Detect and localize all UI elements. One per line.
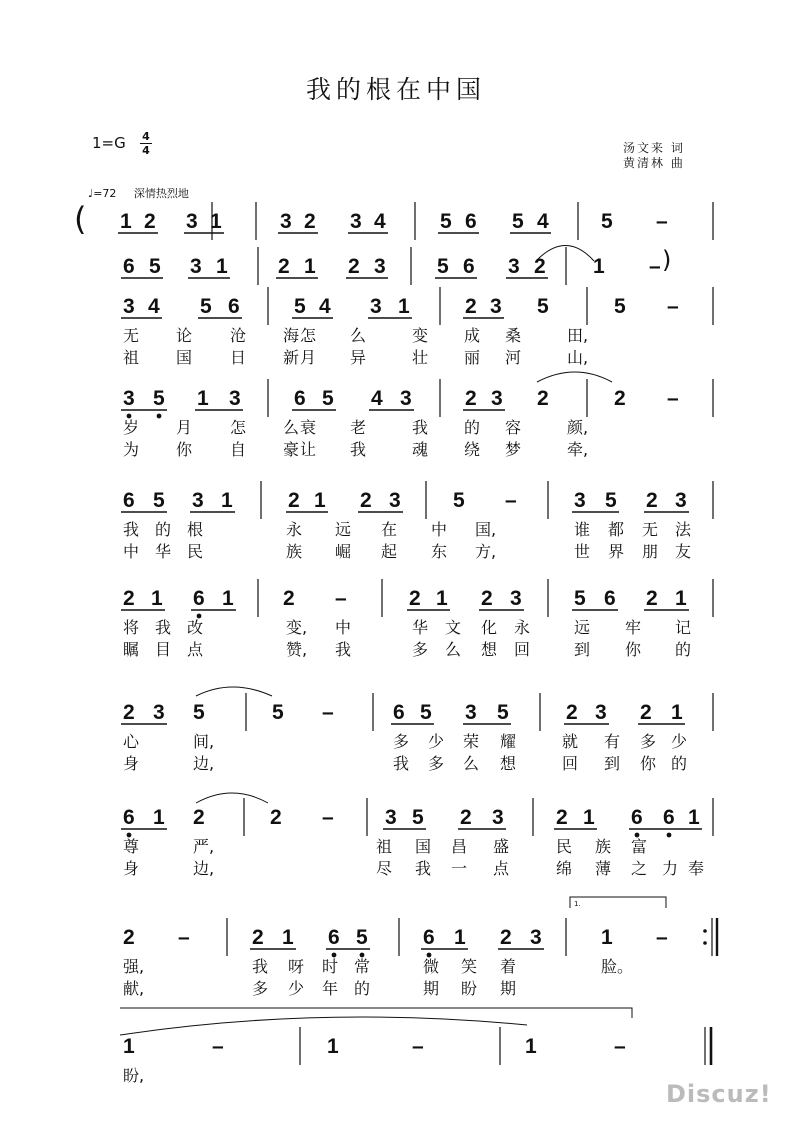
note: –: [322, 701, 334, 724]
lyric-char: 中: [123, 542, 140, 561]
first-ending-bracket: [570, 897, 666, 908]
note: 2: [278, 255, 290, 278]
lyric-char: 国,: [475, 520, 497, 539]
note: 4: [374, 210, 386, 233]
lyric-char: 月: [300, 348, 317, 367]
time-signature-top: 4: [140, 130, 152, 144]
tie-arc: [120, 1017, 527, 1035]
note: 3: [508, 255, 520, 278]
lyric-char: 永: [286, 520, 303, 539]
note: 1: [314, 489, 326, 512]
lyric-char: 远: [574, 618, 591, 637]
note: 3: [229, 387, 241, 410]
note: 6: [423, 926, 435, 949]
lyric-char: 祖: [123, 348, 140, 367]
lyric-char: 么: [445, 640, 462, 659]
lyric-char: 无: [642, 520, 659, 539]
note: 3: [465, 701, 477, 724]
lyric-char: 多: [252, 979, 269, 998]
tie-arc: [537, 372, 612, 382]
lyric-char: 多: [393, 732, 410, 751]
lyric-char: 你: [640, 754, 657, 773]
song-title: 我的根在中国: [305, 75, 486, 104]
note: 3: [595, 701, 607, 724]
lyric-char: 多: [428, 754, 445, 773]
lyric-char: 怎: [300, 326, 317, 345]
note: 1: [671, 701, 683, 724]
note: 1: [398, 295, 410, 318]
note: 1: [120, 210, 132, 233]
note: 1: [436, 587, 448, 610]
note: 5: [322, 387, 334, 410]
note: 2: [566, 701, 578, 724]
lyric-char: 根: [187, 520, 204, 539]
lyric-char: 文: [445, 618, 462, 637]
lyric-char: 荣: [463, 732, 480, 751]
lyric-char: 衰: [300, 418, 317, 437]
note: 2: [283, 587, 295, 610]
note: 1: [282, 926, 294, 949]
note: 5: [453, 489, 465, 512]
lyric-char: 一: [451, 859, 468, 878]
composer-credit: 黄清林 曲: [623, 156, 685, 170]
lyric-char: 永: [514, 618, 531, 637]
note: 5: [200, 295, 212, 318]
note: 6: [294, 387, 306, 410]
note: 6: [123, 255, 135, 278]
note: 1: [688, 806, 700, 829]
note: 2: [193, 806, 205, 829]
note: 2: [556, 806, 568, 829]
lyric-char: 么: [283, 418, 300, 437]
note: 3: [192, 489, 204, 512]
time-signature-bottom: 4: [142, 144, 150, 157]
note: 1: [583, 806, 595, 829]
lyric-char: 华: [155, 542, 172, 561]
note: –: [667, 295, 679, 318]
lyric-char: 到: [574, 640, 591, 659]
lyric-char: 壮: [412, 348, 429, 367]
lyric-char: 友: [675, 542, 692, 561]
lyric-char: 你: [625, 640, 642, 659]
note: 2: [534, 255, 546, 278]
lyric-char: 沧: [230, 326, 247, 345]
expression-marking: 深情热烈地: [133, 187, 189, 200]
lyric-char: 薄: [595, 859, 612, 878]
lyric-char: 想: [500, 754, 517, 773]
note: 5: [149, 255, 161, 278]
note: 5: [614, 295, 626, 318]
note: 1: [153, 806, 165, 829]
note: –: [412, 1035, 424, 1058]
lyric-char: 严,: [193, 837, 215, 856]
note: 3: [510, 587, 522, 610]
note: 2: [348, 255, 360, 278]
note: 5: [574, 587, 586, 610]
lyric-char: 微: [423, 957, 440, 976]
note: 4: [371, 387, 383, 410]
note: 5: [193, 701, 205, 724]
note: 2: [360, 489, 372, 512]
note: 5: [605, 489, 617, 512]
note: 3: [491, 387, 503, 410]
lyric-char: 少: [671, 732, 688, 751]
last-system-line: [120, 1008, 632, 1018]
lyric-char: 朋: [642, 542, 659, 561]
lyric-char: 我: [123, 520, 140, 539]
lyric-char: 少: [428, 732, 445, 751]
lyric-char: 成: [464, 326, 481, 345]
lyric-char: 化: [481, 618, 498, 637]
note: 3: [492, 806, 504, 829]
lyric-char: 族: [286, 542, 303, 561]
note: 3: [123, 295, 135, 318]
note: –: [335, 587, 347, 610]
lyric-char: 昌: [451, 837, 468, 856]
note: 3: [400, 387, 412, 410]
lyric-char: 族: [595, 837, 612, 856]
note: 2: [252, 926, 264, 949]
lyric-char: 常: [354, 957, 371, 976]
lyric-char: 东: [431, 542, 448, 561]
note: 5: [356, 926, 368, 949]
note: 2: [481, 587, 493, 610]
lyric-char: 远: [335, 520, 352, 539]
lyric-char: 崛: [335, 542, 352, 561]
lyric-char: 变: [412, 326, 429, 345]
note: –: [649, 255, 661, 278]
note: 5: [440, 210, 452, 233]
lyric-char: 谁: [574, 520, 591, 539]
tie-arc: [196, 793, 268, 803]
note: 2: [537, 387, 549, 410]
lyric-char: 岁: [123, 418, 140, 437]
note: 3: [370, 295, 382, 318]
lyric-char: 田,: [567, 326, 589, 345]
lyric-char: 海: [283, 326, 300, 345]
low-octave-dot: [157, 414, 162, 419]
note: 4: [319, 295, 331, 318]
lyric-char: 盼: [461, 979, 478, 998]
lyric-char: 尽: [376, 859, 393, 878]
note: 5: [412, 806, 424, 829]
note: –: [667, 387, 679, 410]
lyric-char: 的: [464, 418, 481, 437]
lyric-char: 多: [640, 732, 657, 751]
note: 4: [537, 210, 549, 233]
lyric-char: 间,: [193, 732, 215, 751]
note: 1: [151, 587, 163, 610]
note: 3: [675, 489, 687, 512]
note: 4: [148, 295, 160, 318]
lyric-char: 盛: [493, 837, 510, 856]
lyric-char: 中: [335, 618, 352, 637]
lyric-char: 的: [671, 754, 688, 773]
note: 2: [640, 701, 652, 724]
lyric-char: 丽: [464, 348, 481, 367]
note: 1: [210, 210, 222, 233]
lyric-char: 改: [187, 618, 204, 637]
lyric-char: 么: [463, 754, 480, 773]
lyric-char: 山,: [567, 348, 589, 367]
note: 6: [604, 587, 616, 610]
lyric-char: 的: [155, 520, 172, 539]
lyric-char: 论: [176, 326, 193, 345]
note: 5: [437, 255, 449, 278]
note: –: [656, 926, 668, 949]
repeat-dot: [703, 929, 707, 933]
lyric-char: 我: [350, 440, 367, 459]
lyric-char: 奉: [688, 859, 705, 878]
note: 6: [465, 210, 477, 233]
note: 2: [123, 587, 135, 610]
lyric-char: 方,: [475, 542, 497, 561]
lyric-char: 我: [412, 418, 429, 437]
lyric-char: 到: [604, 754, 621, 773]
first-ending-label: 1.: [574, 900, 581, 908]
lyric-char: 豪: [283, 440, 300, 459]
lyric-char: 将: [123, 618, 140, 637]
note: 5: [153, 489, 165, 512]
lyric-char: 记: [675, 618, 692, 637]
lyric-char: 牢: [625, 618, 642, 637]
lyric-char: 老: [350, 418, 367, 437]
note: 3: [190, 255, 202, 278]
lyric-char: 起: [381, 542, 398, 561]
lyric-char: 绕: [464, 440, 481, 459]
tempo-value: ♩=72: [88, 187, 117, 200]
note: 5: [537, 295, 549, 318]
lyric-char: 瞩: [123, 640, 140, 659]
lyric-char: 想: [481, 640, 498, 659]
lyric-char: 强,: [123, 957, 145, 976]
note: 6: [228, 295, 240, 318]
lyric-char: 的: [354, 979, 371, 998]
note: 3: [374, 255, 386, 278]
note: 3: [490, 295, 502, 318]
note: 1: [454, 926, 466, 949]
note: 6: [663, 806, 675, 829]
lyric-char: 民: [187, 542, 204, 561]
note: 1: [216, 255, 228, 278]
note: 6: [123, 489, 135, 512]
lyric-char: 的: [675, 640, 692, 659]
note: 2: [500, 926, 512, 949]
lyric-char: 点: [187, 640, 204, 659]
note: 1: [222, 587, 234, 610]
intro-close-paren: ): [662, 246, 672, 274]
lyric-char: 赞,: [286, 640, 308, 659]
intro-open-paren: (: [74, 200, 87, 238]
lyric-char: 边,: [193, 754, 215, 773]
note: 6: [393, 701, 405, 724]
low-octave-dot: [667, 833, 672, 838]
note: –: [656, 210, 668, 233]
lyric-char: 异: [350, 348, 367, 367]
lyric-char: 你: [176, 440, 193, 459]
note: 6: [463, 255, 475, 278]
note: 3: [280, 210, 292, 233]
lyric-char: 民: [556, 837, 573, 856]
note: –: [212, 1035, 224, 1058]
lyric-char: 身: [123, 754, 140, 773]
note: 1: [304, 255, 316, 278]
lyric-char: 么: [350, 326, 367, 345]
note: 1: [675, 587, 687, 610]
lyric-char: 日: [230, 348, 247, 367]
lyric-char: 华: [412, 618, 429, 637]
lyric-char: 容: [505, 418, 522, 437]
lyric-char: 我: [155, 618, 172, 637]
lyricist-credit: 汤文来 词: [623, 141, 685, 155]
lyric-char: 献,: [123, 979, 145, 998]
note: 1: [525, 1035, 537, 1058]
lyric-char: 桑: [505, 326, 522, 345]
note: 3: [350, 210, 362, 233]
note: 2: [646, 587, 658, 610]
lyric-char: 让: [300, 440, 317, 459]
note: –: [505, 489, 517, 512]
note: 5: [601, 210, 613, 233]
lyric-char: 国: [415, 837, 432, 856]
note: 2: [123, 926, 135, 949]
tie-arc: [196, 687, 272, 696]
lyric-char: 点: [493, 859, 510, 878]
lyric-char: 时: [322, 957, 339, 976]
note: 1: [601, 926, 613, 949]
note: 3: [530, 926, 542, 949]
lyric-char: 梦: [505, 440, 522, 459]
lyric-char: 多: [412, 640, 429, 659]
note: 5: [153, 387, 165, 410]
lyric-char: 我: [252, 957, 269, 976]
lyric-char: 有: [604, 732, 621, 751]
lyric-char: 祖: [376, 837, 393, 856]
note: 2: [409, 587, 421, 610]
lyric-char: 盼,: [123, 1066, 145, 1085]
lyric-char: 少: [288, 979, 305, 998]
lyric-char: 力: [662, 859, 679, 878]
note: 2: [288, 489, 300, 512]
key-signature: 1=G: [92, 134, 126, 152]
lyric-char: 绵: [556, 859, 573, 878]
note: 5: [420, 701, 432, 724]
lyric-char: 年: [322, 979, 339, 998]
note: 6: [631, 806, 643, 829]
repeat-dot: [703, 941, 707, 945]
note: 3: [123, 387, 135, 410]
note: 3: [385, 806, 397, 829]
note: –: [614, 1035, 626, 1058]
note: –: [178, 926, 190, 949]
lyric-char: 回: [562, 754, 579, 773]
lyric-char: 耀: [500, 732, 517, 751]
lyric-char: 都: [608, 520, 625, 539]
note: 1: [593, 255, 605, 278]
lyric-char: 月: [176, 418, 193, 437]
lyric-char: 心: [123, 732, 140, 751]
lyric-char: 变,: [286, 618, 308, 637]
lyric-char: 魂: [412, 440, 429, 459]
note: 3: [574, 489, 586, 512]
lyric-char: 自: [230, 440, 247, 459]
lyric-char: 世: [574, 542, 591, 561]
note: 2: [465, 295, 477, 318]
lyric-char: 之: [631, 859, 648, 878]
note: 5: [272, 701, 284, 724]
note: 5: [497, 701, 509, 724]
note: 2: [270, 806, 282, 829]
lyric-char: 就: [562, 732, 579, 751]
lyric-char: 我: [393, 754, 410, 773]
note: 6: [328, 926, 340, 949]
lyric-char: 期: [423, 979, 440, 998]
lyric-char: 期: [500, 979, 517, 998]
lyric-char: 我: [415, 859, 432, 878]
note: 2: [123, 701, 135, 724]
lyric-char: 无: [123, 326, 140, 345]
lyric-char: 目: [155, 640, 172, 659]
note: 2: [465, 387, 477, 410]
lyric-char: 国: [176, 348, 193, 367]
lyric-char: 富: [631, 837, 648, 856]
note: 3: [153, 701, 165, 724]
lyric-char: 中: [431, 520, 448, 539]
lyric-char: 边,: [193, 859, 215, 878]
note: 2: [614, 387, 626, 410]
lyric-char: 身: [123, 859, 140, 878]
lyric-char: 尊: [123, 837, 140, 856]
note: 2: [144, 210, 156, 233]
lyric-char: 颜,: [567, 418, 589, 437]
note: 2: [646, 489, 658, 512]
note: 2: [460, 806, 472, 829]
lyric-char: 在: [381, 520, 398, 539]
lyric-char: 法: [675, 520, 692, 539]
note: 1: [197, 387, 209, 410]
note: 1: [123, 1035, 135, 1058]
lyric-char: 河: [505, 348, 522, 367]
lyric-char: 笑: [461, 957, 478, 976]
lyric-char: 我: [335, 640, 352, 659]
lyric-char: 回: [514, 640, 531, 659]
lyric-char: 界: [608, 542, 625, 561]
note: 3: [186, 210, 198, 233]
lyric-char: 新: [283, 348, 300, 367]
lyric-char: 呀: [288, 957, 305, 976]
note: 1: [221, 489, 233, 512]
note: 5: [294, 295, 306, 318]
watermark: Discuz!: [666, 1080, 772, 1108]
note: –: [322, 806, 334, 829]
note: 5: [512, 210, 524, 233]
lyric-char: 牵,: [567, 440, 589, 459]
note: 6: [123, 806, 135, 829]
note: 2: [304, 210, 316, 233]
lyric-char: 着: [500, 957, 517, 976]
note: 1: [327, 1035, 339, 1058]
lyric-char: 脸。: [601, 957, 634, 976]
note: 6: [193, 587, 205, 610]
note: 3: [389, 489, 401, 512]
lyric-char: 怎: [230, 418, 247, 437]
lyric-char: 为: [123, 440, 140, 459]
